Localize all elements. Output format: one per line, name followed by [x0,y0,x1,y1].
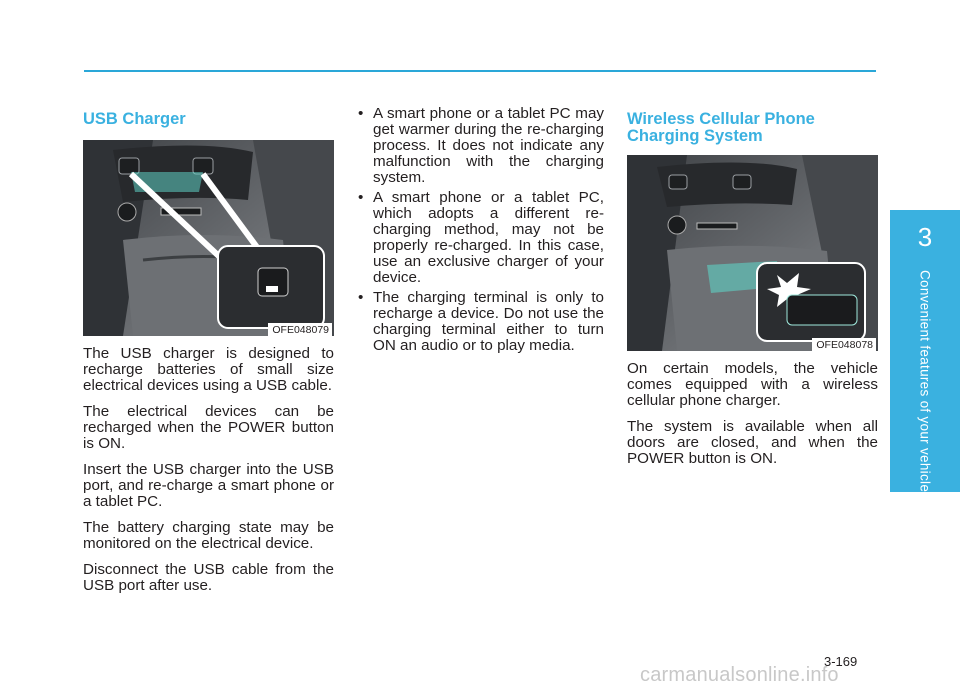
page-number: 3-169 [824,654,858,669]
wireless-paragraph: The system is available when all doors are closed, and when the POWER button is ON. [627,418,878,467]
wireless-charging-column [627,111,878,477]
usb-console-illustration [83,140,334,336]
usb-charger-heading: USB Charger [83,110,186,128]
wireless-console-illustration [627,155,878,351]
usb-paragraph: The electrical devices can be recharged when the POWER button is ON. [83,403,334,452]
usb-charger-column [83,111,334,604]
chapter-title: Convenient features of your vehicle [917,270,933,493]
wireless-figure-code: OFE048078 [812,338,876,351]
note-item: • The charging terminal is only to recharge a device. Do not use the charging terminal either to turn ON an audio or to play media. [356,290,604,354]
chapter-tab [890,210,960,492]
usb-paragraph: Disconnect the USB cable from the USB port after use. [83,561,334,594]
usb-paragraph: Insert the USB charger into the USB port, and re-charge a smart phone or a tablet PC. [83,461,334,510]
usb-paragraph: The USB charger is designed to recharge batteries of small size electrical devices using a USB cable. [83,345,334,394]
notes-column [356,106,604,358]
usb-figure-code: OFE048079 [268,323,332,336]
usb-paragraph: The battery charging state may be monitored on the electrical device. [83,519,334,552]
note-item: • A smart phone or a tablet PC may get warmer during the re-charging process. It does not indicate any malfunction with the charging system. [356,106,604,186]
wireless-paragraph: On certain models, the vehicle comes equipped with a wireless cellular phone charger. [627,360,878,409]
wireless-charger-figure [627,155,878,351]
wireless-heading-line2: Charging System [627,127,763,145]
wireless-heading [627,111,878,145]
top-rule [84,70,876,72]
usb-charger-figure [83,140,334,336]
chapter-number: 3 [917,222,933,252]
watermark: carmanualsonline.info [640,664,839,686]
wireless-heading-line1: Wireless Cellular Phone [627,110,815,128]
note-item: • A smart phone or a tablet PC, which adopts a different re-charging method, may not be properly re-charged. In this case, use an exclusive charger of your device. [356,190,604,286]
notes-list [356,106,604,354]
